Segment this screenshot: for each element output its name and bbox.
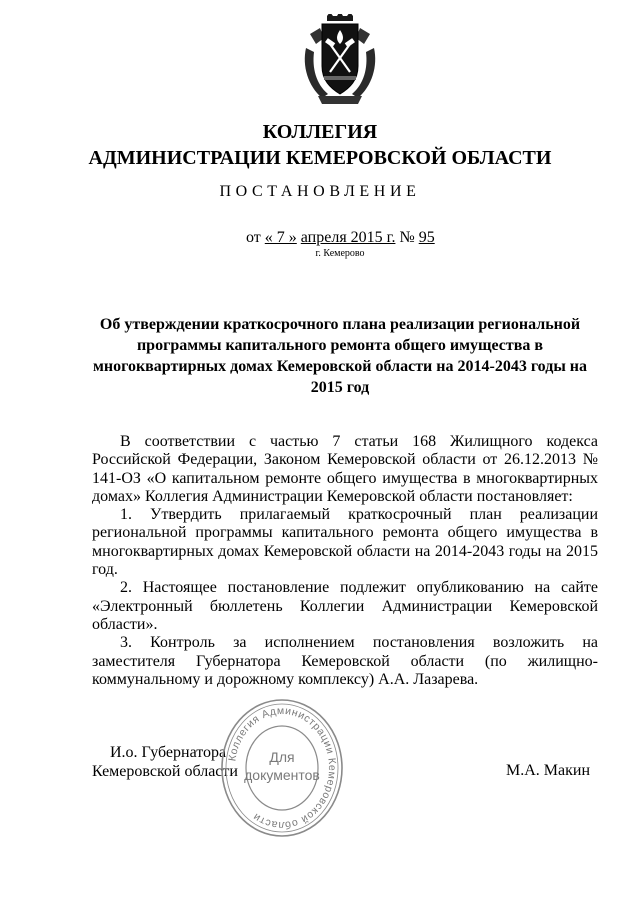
number-sign: № [399, 229, 415, 246]
body-item-1: 1. Утвердить прилагаемый краткосрочный план реализации региональной программы капитального ремонта общего имущества в многоквартирных домах Кемеровской области на 2014-2043 годы на 2015 год. [92, 506, 598, 579]
document-title: Об утверждении краткосрочного плана реализации региональной программы капитального ремонта общего имущества в многоквартирных домах Кемеровской области на 2014-2043 годы на 2015 год [92, 316, 588, 396]
svg-text:Для: Для [269, 749, 295, 765]
signature-position [92, 743, 238, 781]
organization-line-1: КОЛЛЕГИЯ [262, 121, 378, 143]
city: г. Кемерово [315, 248, 365, 259]
document-type: ПОСТАНОВЛЕНИЕ [219, 183, 421, 200]
official-stamp [220, 698, 344, 838]
signature-position-line-2: Кемеровской области [92, 763, 238, 780]
date-line [246, 229, 435, 247]
date-prefix: от [246, 229, 261, 246]
organization-line-2: АДМИНИСТРАЦИИ КЕМЕРОВСКОЙ ОБЛАСТИ [88, 147, 552, 169]
body-item-2: 2. Настоящее постановление подлежит опубликованию на сайте «Электронный бюллетень Коллегии Администрации Кемеровской области». [92, 579, 598, 633]
svg-text:Коллегия Администрации Кемеров: Коллегия Администрации Кемеровской области [226, 704, 339, 832]
body-item-3: 3. Контроль за исполнением постановления возложить на заместителя Губернатора Кемеровской области (по жилищно-коммунальному и дорожному комплексу) А.А. Лазарева. [92, 634, 598, 688]
date-day: « 7 » [264, 229, 297, 246]
document-body [92, 433, 598, 689]
signature-name: М.А. Макин [506, 762, 591, 779]
document-number: 95 [418, 229, 435, 246]
signature-position-line-1: И.о. Губернатора [110, 744, 227, 761]
svg-text:документов: документов [244, 767, 320, 783]
date-month-year: апреля 2015 г. [300, 229, 396, 246]
coat-of-arms-emblem [300, 14, 380, 106]
body-intro: В соответствии с частью 7 статьи 168 Жилищного кодекса Российской Федерации, Законом Кемеровской области от 26.12.2013 № 141-ОЗ «О капитальном ремонте общего имущества в многоквартирных домах» Коллегия Администрации Кемеровской области постановляет: [92, 433, 598, 505]
